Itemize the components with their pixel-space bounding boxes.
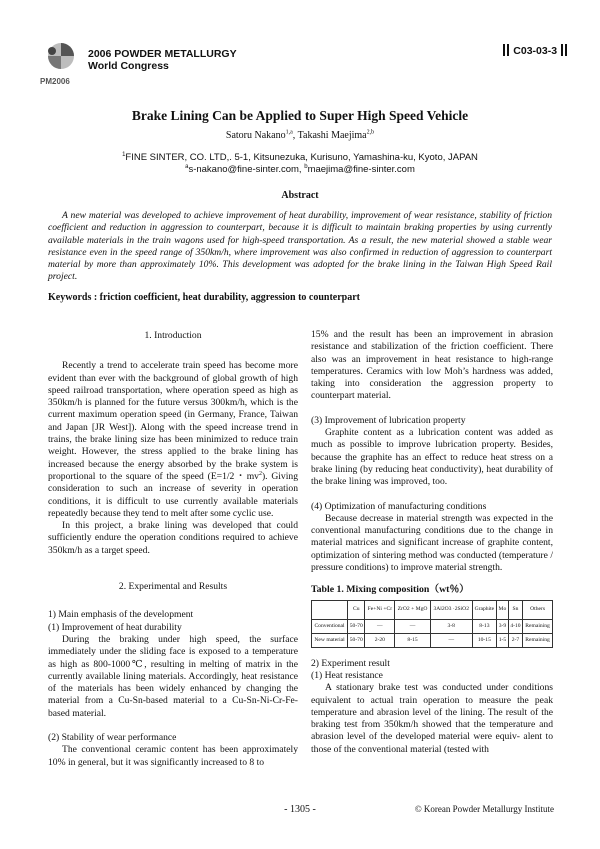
copyright: © Korean Powder Metallurgy Institute — [414, 804, 554, 814]
email-a-sup: a — [185, 163, 189, 170]
table-cell: Remaining — [523, 619, 553, 633]
table-header-cell: Sn — [508, 600, 522, 619]
table-cell: 8-13 — [472, 619, 496, 633]
item-2: 2) Experiment result — [311, 657, 390, 669]
item-1-3-text: Graphite content as a lubrication content was added as much as possible to improve lubrication property. Besides, because the graphite has an effect to reduce heat stress on a brake lining (by reducing heat conductivity), heat durability of the brake lining was improved, too. — [311, 427, 553, 488]
table-cell: New material — [312, 633, 348, 647]
table-cell: 50-70 — [348, 619, 365, 633]
affiliation — [0, 152, 600, 176]
table-header-cell: Graphite — [472, 600, 496, 619]
table-cell: — — [395, 619, 431, 633]
affiliation-line — [0, 152, 600, 164]
affil-sup: 1 — [122, 151, 126, 158]
intro-p1-end: ). Giving consideration to such an increase of severity in operation conditions, it is difficult to use currently available materials repeatedly because they tend to melt after some cyclic use. — [48, 470, 298, 519]
table-cell: 2-7 — [508, 633, 522, 647]
continued-text: 15% and the result has been an improvement in abrasion resistance and stabilization of the friction coefficient. There also was an improvement in heat resistance to high-range temperatures. Ceramics with low Moh’s hardness was added, taking into consideration the aggression property to counterpart material. — [311, 329, 553, 402]
conference-title — [88, 48, 237, 72]
composition-table — [311, 600, 553, 648]
author-2-sup: 2,b — [366, 129, 375, 136]
paper-code-text: C03-03-3 — [513, 45, 558, 57]
item-1-4-text: Because decrease in material strength was expected in the conventional manufacturing conditions due to the change in material matrices and significant increase of graphite content, optimization of sintering method was conducted (temperature / pressure conditions) to improve material strength. — [311, 512, 553, 574]
author-1-sup: 1,a — [285, 129, 293, 136]
pm2006-logo-icon — [38, 40, 84, 86]
table-header-cell: ZrO2 + MgO — [395, 600, 431, 619]
item-1-3: (3) Improvement of lubrication property — [311, 414, 466, 426]
email-a: s-nakano@fine-sinter.com, — [188, 164, 305, 175]
table-cell: 50-70 — [348, 633, 365, 647]
author-2: Takashi Maejima — [297, 130, 367, 141]
table-body — [312, 619, 553, 647]
author-1: Satoru Nakano — [225, 130, 286, 141]
table-cell: 10-15 — [472, 633, 496, 647]
right-column — [311, 329, 553, 756]
author-sep: , — [292, 130, 298, 141]
table-header-cell: Mo — [497, 600, 509, 619]
table-header-cell: 3Al2O3 ·2SiO2 — [430, 600, 472, 619]
conference-line-1: 2006 POWDER METALLURGY — [88, 48, 237, 60]
conference-line-2: World Congress — [88, 60, 169, 72]
table-row — [312, 619, 553, 633]
paper-title: Brake Lining Can be Applied to Super High Speed Vehicle — [131, 108, 469, 123]
table-header-cell: Others — [523, 600, 553, 619]
table-cell: Conventional — [312, 619, 348, 633]
table-header-cell: Cu — [348, 600, 365, 619]
page-number: - 1305 - — [284, 804, 316, 815]
table-cell: 1-5 — [497, 633, 509, 647]
abstract-heading: Abstract — [281, 190, 319, 201]
paper-code — [502, 44, 568, 57]
table-caption: Table 1. Mixing composition（wt％） — [311, 584, 470, 596]
email-b-sup: b — [304, 163, 308, 170]
intro-paragraph-1 — [48, 360, 298, 520]
abstract-text: A new material was developed to achieve improvement of heat durability, improvement of wear resistance, stability of friction coefficient and reduction in aggression to counterpart, because it is difficult to maintain braking properties by using currently available materials in the train wagons used for high-speed transportation. As a result, the new material showed a stable wear resistance even in the speed range of 350km/h, where improvement was also confirmed in reduction of aggression to counterpart material by more than approximately 10%. This development was adopted for the brake lining in the Taiwan High Speed Rail project. — [48, 210, 552, 283]
item-2-1-text: A stationary brake test was conducted under conditions equivalent to actual train operation to measure the peak temperature and abrasion level of the lining. The result of the braking test from 350km/h showed that the temperature and abrasion level of the developed material were equiv- alent to those of the conventional material (tested with — [311, 682, 553, 755]
table-cell: 8-15 — [395, 633, 431, 647]
table-cell: — — [365, 619, 395, 633]
logo-text: PM2006 — [40, 77, 70, 86]
code-bar-left — [503, 44, 505, 56]
table-cell: 2-20 — [365, 633, 395, 647]
item-2-1: (1) Heat resistance — [311, 669, 383, 681]
email-b: maejima@fine-sinter.com — [307, 164, 415, 175]
experimental-heading: 2. Experimental and Results — [118, 581, 228, 593]
item-1-2-text: The conventional ceramic content has been approximately 10% in general, but it was significantly increased to 8 to — [48, 744, 298, 768]
item-1-1-text: During the braking under high speed, the surface immediately under the sliding face is exposed to a temperature as high as 800-1000℃, resulting in melting of matrix in the currently available lining materials. Accordingly, heat resistance of the materials has been widely enhanced by changing the material from a Cu-Sn-based material to a Cu-Sn-Ni-Cr-Fe-based material. — [48, 633, 298, 719]
keywords: Keywords : friction coefficient, heat durability, aggression to counterpart — [48, 292, 360, 303]
code-bar-right2 — [565, 44, 567, 56]
composition-table-block — [311, 584, 553, 647]
emails — [0, 164, 600, 176]
table-cell: — — [430, 633, 472, 647]
authors — [0, 130, 600, 141]
table-header-row — [312, 600, 553, 619]
intro-paragraph-2: In this project, a brake lining was developed that could sufficiently endure the operation conditions required to achieve 350km/h as a target speed. — [48, 520, 298, 556]
table-cell: Remaining — [523, 633, 553, 647]
table-cell: 3-9 — [497, 619, 509, 633]
table-row — [312, 633, 553, 647]
left-column — [48, 330, 298, 769]
item-1-1: (1) Improvement of heat durability — [48, 621, 182, 633]
affil-text: FINE SINTER, CO. LTD,. 5-1, Kitsunezuka, Kurisuno, Yamashina-ku, Kyoto, JAPAN — [125, 152, 478, 163]
item-1-4: (4) Optimization of manufacturing conditions — [311, 500, 487, 512]
table-cell: 4-10 — [508, 619, 522, 633]
code-bar-left2 — [507, 44, 509, 56]
item-1-2: (2) Stability of wear performance — [48, 732, 177, 744]
table-header-cell — [312, 600, 348, 619]
intro-p1-sup: 2 — [258, 470, 262, 477]
table-header-cell: Fe+Ni +Cr — [365, 600, 395, 619]
item-1: 1) Main emphasis of the development — [48, 609, 194, 621]
page-header — [38, 40, 568, 86]
code-bar-right — [561, 44, 563, 56]
table-cell: 3-8 — [430, 619, 472, 633]
intro-heading: 1. Introduction — [144, 330, 202, 341]
intro-p1-text: Recently a trend to accelerate train speed has become more evident than ever with the background of global growth of high speed railroad transportation, where operation speed as high as 350km/h is planned for the future versus 300km/h, which is the current maximum operation speed (in Germany, France, Taiwan and Japan [JR West]). Along with the speed increase trend in trains, the brake lining size has been minimized to reduce train weight. However, the stress applied to the brake lining has increased because the energy absorbed by the brake system is proportional to the square of the speed (E=1/2・mv — [48, 360, 298, 482]
